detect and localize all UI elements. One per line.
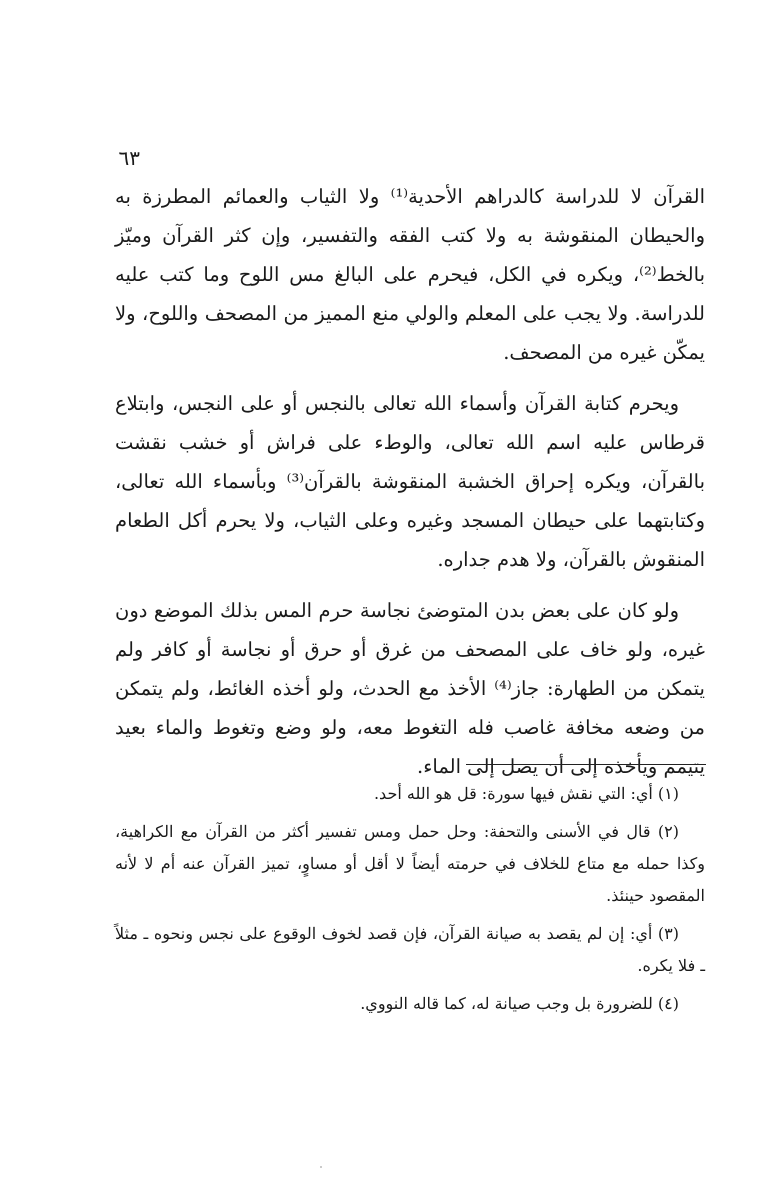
- paragraph-1: القرآن لا للدراسة كالدراهم الأحدية⁽¹⁾ ولا الثياب والعمائم المطرزة به والحيطان المنقوشة به ولا كتب الفقه والتفسير، وإن كثر القرآن وميّز بالخط⁽²⁾، ويكره في الكل، فيحرم على البالغ مس اللوح وما كتب عليه للدراسة. ولا يجب على المعلم والولي منع المميز من المصحف واللوح، ولا يمكّن غيره من المصحف.: [115, 185, 705, 364]
- page-number: ٦٣: [118, 146, 140, 170]
- main-text: [115, 177, 705, 798]
- footnote-4: (٤) للضرورة بل وجب صيانة له، كما قاله النووي.: [360, 994, 679, 1013]
- footnote-3: (٣) أي: إن لم يقصد به صيانة القرآن، فإن قصد لخوف الوقوع على نجس ونحوه ـ مثلاً ـ فلا يكره.: [115, 924, 705, 975]
- footnote-1: (١) أي: التي نقش فيها سورة: قل هو الله أحد.: [373, 784, 679, 803]
- paragraph-2: ويحرم كتابة القرآن وأسماء الله تعالى بالنجس أو على النجس، وابتلاع قرطاس عليه اسم الله تعالى، والوطء على فراش أو خشب نقشت بالقرآن، ويكره إحراق الخشبة المنقوشة بالقرآن⁽³⁾ وبأسماء الله تعالى، وكتابتهما على حيطان المسجد وغيره وعلى الثياب، ولا يحرم أكل الطعام المنقوش بالقرآن، ولا هدم جداره.: [115, 392, 705, 571]
- paragraph-3: ولو كان على بعض بدن المتوضئ نجاسة حرم المس بذلك الموضع دون غيره، ولو خاف على المصحف من غرق أو حرق أو نجاسة أو كافر ولم يتمكن من الطهارة: جاز⁽⁴⁾ الأخذ مع الحدث، ولو أخذه الغائط، ولم يتمكن من وضعه مخافة غاصب فله التغوط معه، ولو وضع وتغوط والماء بعيد يتيمم ويأخذه إلى أن يصل إلى الماء.: [115, 599, 705, 778]
- footnote-separator: [466, 764, 706, 765]
- scan-speck: [320, 1166, 322, 1168]
- footnote-2: (٢) قال في الأسنى والتحفة: وحل حمل ومس تفسير أكثر من القرآن مع الكراهية، وكذا حمله مع متاع للخلاف في حرمته أيضاً لا أقل أو مساوٍ، تميز القرآن عنه أم لا لأنه المقصود حينئذ.: [115, 822, 705, 905]
- footnotes: [115, 778, 705, 1026]
